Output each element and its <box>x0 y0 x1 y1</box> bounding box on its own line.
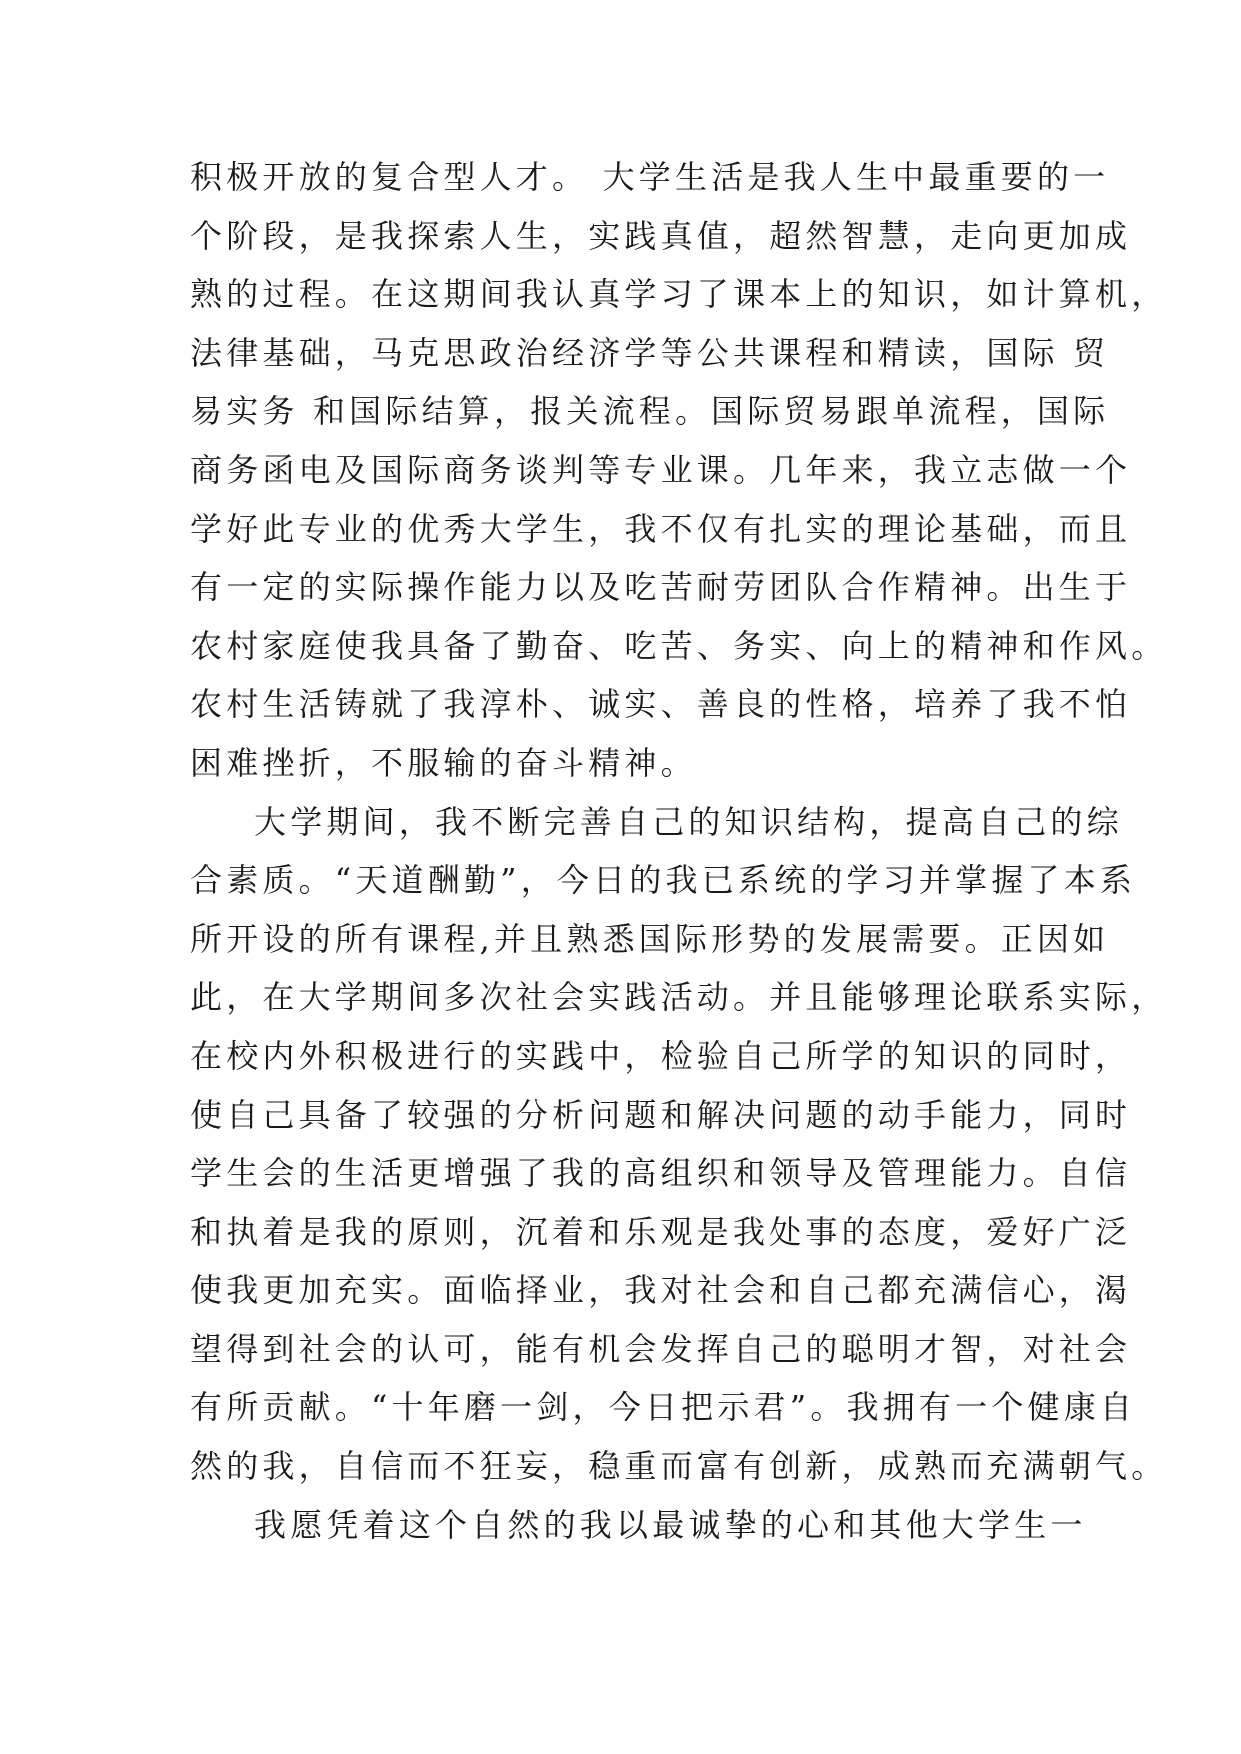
paragraph-start-line: 大学期间，我不断完善自己的知识结构，提高自己的综 <box>254 802 1123 841</box>
text-line: 个阶段，是我探索人生，实践真值，超然智慧，走向更加成 <box>190 216 1132 255</box>
text-line: 有一定的实际操作能力以及吃苦耐劳团队合作精神。出生于 <box>190 568 1132 607</box>
text-line: 困难挫折，不服输的奋斗精神。 <box>190 743 697 782</box>
text-line: 使我更加充实。面临择业，我对社会和自己都充满信心，渴 <box>190 1271 1132 1310</box>
text-line: 和执着是我的原则，沉着和乐观是我处事的态度，爱好广泛 <box>190 1212 1132 1251</box>
text-line: 商务函电及国际商务谈判等专业课。几年来，我立志做一个 <box>190 450 1132 489</box>
text-line: 法律基础，马克思政治经济学等公共课程和精读，国际 贸 <box>190 333 1110 372</box>
text-line: 在校内外积极进行的实践中，检验自己所学的知识的同时， <box>190 1036 1132 1075</box>
text-line: 学生会的生活更增强了我的高组织和领导及管理能力。自信 <box>190 1154 1132 1193</box>
text-line: 有所贡献。“十年磨一剑，今日把示君”。我拥有一个健康自 <box>190 1388 1137 1427</box>
text-line: 然的我，自信而不狂妄，稳重而富有创新，成熟而充满朝气。 <box>190 1447 1168 1486</box>
text-line: 望得到社会的认可，能有机会发挥自己的聪明才智，对社会 <box>190 1329 1132 1368</box>
text-line: 所开设的所有课程,并且熟悉国际形势的发展需要。正因如 <box>190 919 1110 958</box>
paragraph-start-line: 我愿凭着这个自然的我以最诚挚的心和其他大学生一 <box>254 1505 1087 1544</box>
body-text <box>190 148 1168 1554</box>
text-line: 熟的过程。在这期间我认真学习了课本上的知识，如计算机， <box>190 275 1168 314</box>
text-line: 易实务 和国际结算，报关流程。国际贸易跟单流程，国际 <box>190 392 1110 431</box>
text-line: 农村生活铸就了我淳朴、诚实、善良的性格，培养了我不怕 <box>190 685 1132 724</box>
text-line: 积极开放的复合型人才。 大学生活是我人生中最重要的一 <box>190 158 1110 196</box>
text-line: 农村家庭使我具备了勤奋、吃苦、务实、向上的精神和作风。 <box>190 626 1168 665</box>
text-line: 合素质。“天道酬勤”，今日的我已系统的学习并掌握了本系 <box>190 861 1137 900</box>
text-line: 使自己具备了较强的分析问题和解决问题的动手能力，同时 <box>190 1095 1132 1134</box>
text-line: 此，在大学期间多次社会实践活动。并且能够理论联系实际， <box>190 978 1168 1017</box>
text-line: 学好此专业的优秀大学生，我不仅有扎实的理论基础，而且 <box>190 509 1132 548</box>
